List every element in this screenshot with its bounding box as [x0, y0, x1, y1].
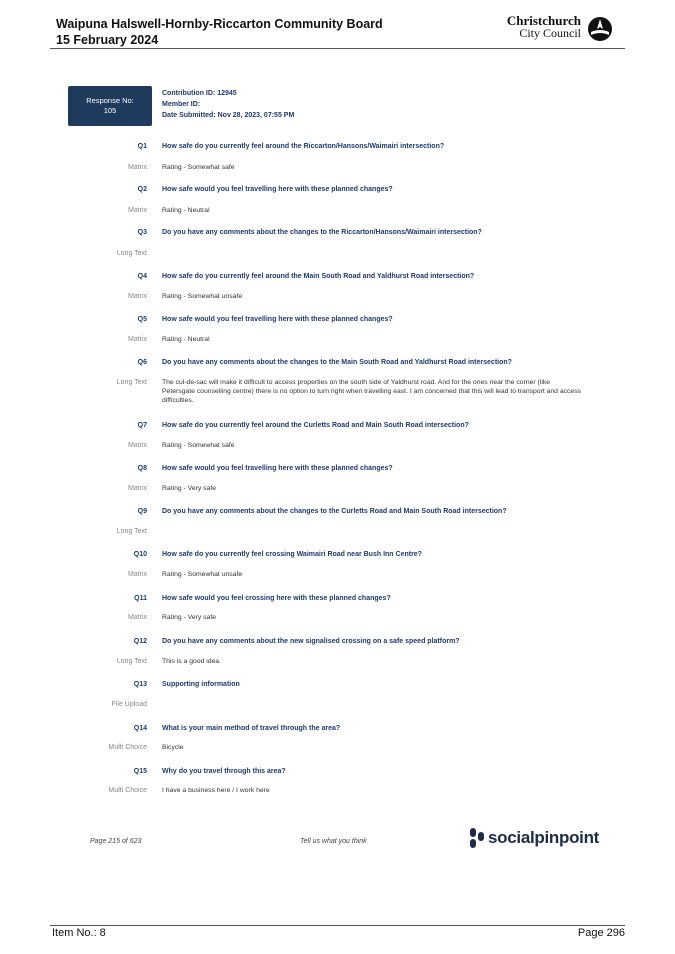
question-number: Q3	[137, 229, 147, 236]
answer-type: Matrix	[127, 293, 147, 300]
answer-type: Matrix	[127, 336, 147, 343]
question-text: How safe do you currently feel crossing Waimairi Road near Bush Inn Centre?	[162, 551, 422, 558]
answer-text: Rating - Neutral	[162, 207, 210, 214]
header-divider	[50, 48, 625, 49]
date-submitted: Nov 28, 2023, 07:55 PM	[217, 112, 295, 119]
question-text: What is your main method of travel through the area?	[162, 725, 341, 732]
logo-line-1: Christchurch	[506, 13, 581, 28]
answer-type: Matrix	[127, 571, 147, 578]
question-text: How safe would you feel travelling here with these planned changes?	[162, 186, 393, 193]
footer-divider	[50, 925, 625, 926]
answer-text: I have a business here / I work here	[162, 787, 270, 794]
question-text: How safe would you feel crossing here with these planned changes?	[162, 595, 391, 602]
council-logo	[503, 14, 613, 46]
answer-type: File Upload	[111, 701, 147, 708]
member-label: Member ID:	[162, 101, 201, 108]
answer-type: Matrix	[127, 442, 147, 449]
answer-type: Matrix	[127, 164, 147, 171]
answer-text: Rating - Somewhat unsafe	[162, 571, 243, 578]
question-number: Q12	[133, 638, 147, 645]
question-number: Q4	[137, 273, 147, 280]
socialpinpoint-wordmark: socialpinpoint	[488, 828, 600, 847]
report-page-number: Page 215 of 623	[90, 838, 142, 845]
item-number: Item No.: 8	[52, 927, 106, 939]
answer-type: Matrix	[127, 614, 147, 621]
question-text: How safe do you currently feel around the Riccarton/Hansons/Waimairi intersection?	[162, 143, 445, 150]
question-number: Q1	[137, 143, 147, 150]
answer-type: Multi Choice	[108, 787, 147, 794]
answer-text: Rating - Somewhat unsafe	[162, 293, 243, 300]
response-label: Response No:	[86, 96, 134, 105]
answer-text: This is a good idea.	[162, 658, 221, 665]
answer-text: Rating - Very safe	[162, 614, 217, 621]
question-number: Q6	[137, 359, 147, 366]
question-number: Q2	[137, 186, 147, 193]
response-number-badge	[68, 86, 152, 126]
answer-type: Matrix	[127, 485, 147, 492]
council-emblem-icon	[587, 16, 613, 42]
answer-text: Rating - Very safe	[162, 485, 217, 492]
question-number: Q15	[133, 768, 147, 775]
question-number: Q13	[133, 681, 147, 688]
answer-text: Rating - Neutral	[162, 336, 210, 343]
answer-type: Long Text	[116, 658, 147, 665]
board-name: Waipuna Halswell-Hornby-Riccarton Community Board	[56, 17, 383, 31]
question-number: Q11	[134, 595, 147, 602]
answer-text: Rating - Somewhat safe	[162, 164, 235, 171]
agenda-page-number: Page 296	[577, 927, 625, 939]
question-text: How safe would you feel travelling here with these planned changes?	[162, 465, 393, 472]
question-text: Do you have any comments about the changes to the Riccarton/Hansons/Waimairi intersection?	[162, 229, 482, 236]
answer-type: Long Text	[116, 528, 147, 535]
meeting-date: 15 February 2024	[56, 33, 159, 47]
socialpinpoint-logo	[470, 828, 610, 850]
question-text: Do you have any comments about the changes to the Curletts Road and Main South Road intersection?	[162, 508, 507, 515]
answer-text: Rating - Somewhat safe	[162, 442, 235, 449]
date-label: Date Submitted:	[162, 112, 216, 119]
contribution-label: Contribution ID:	[162, 90, 216, 97]
socialpinpoint-mark-icon	[470, 828, 484, 848]
question-number: Q8	[137, 465, 147, 472]
logo-line-2: City Council	[519, 26, 581, 40]
contribution-id: 12945	[217, 90, 237, 97]
question-text: How safe would you feel travelling here with these planned changes?	[162, 316, 393, 323]
question-number: Q10	[133, 551, 147, 558]
answer-type: Long Text	[116, 250, 147, 257]
question-number: Q5	[137, 316, 147, 323]
question-number: Q14	[133, 725, 147, 732]
question-text: Do you have any comments about the new signalised crossing on a safe speed platform?	[162, 638, 460, 645]
question-text: Why do you travel through this area?	[162, 768, 286, 775]
question-number: Q7	[137, 422, 147, 429]
question-text: How safe do you currently feel around the Curletts Road and Main South Road intersection?	[162, 422, 469, 429]
answer-type: Matrix	[127, 207, 147, 214]
answer-text: Bicycle	[162, 744, 184, 751]
question-text: Supporting information	[162, 681, 240, 688]
footer-tagline: Tell us what you think	[300, 838, 367, 845]
submission-meta	[162, 88, 294, 121]
response-number: 105	[103, 106, 117, 115]
document-header	[56, 16, 383, 48]
answer-type: Multi Choice	[108, 744, 147, 751]
question-text: How safe do you currently feel around the Main South Road and Yaldhurst Road intersection?	[162, 273, 475, 280]
question-text: Do you have any comments about the changes to the Main South Road and Yaldhurst Road intersection?	[162, 359, 512, 366]
question-number: Q9	[137, 508, 147, 515]
answer-type: Long Text	[116, 379, 147, 386]
answer-text: The cul-de-sac will make it difficult to access properties on the south side of Yaldhurst road. And for the ones near the corner (like Petersgate counselling centre) there is no option to turn right when travelling east. I am concerned that this will lead to transport and access difficulties.	[162, 379, 581, 404]
